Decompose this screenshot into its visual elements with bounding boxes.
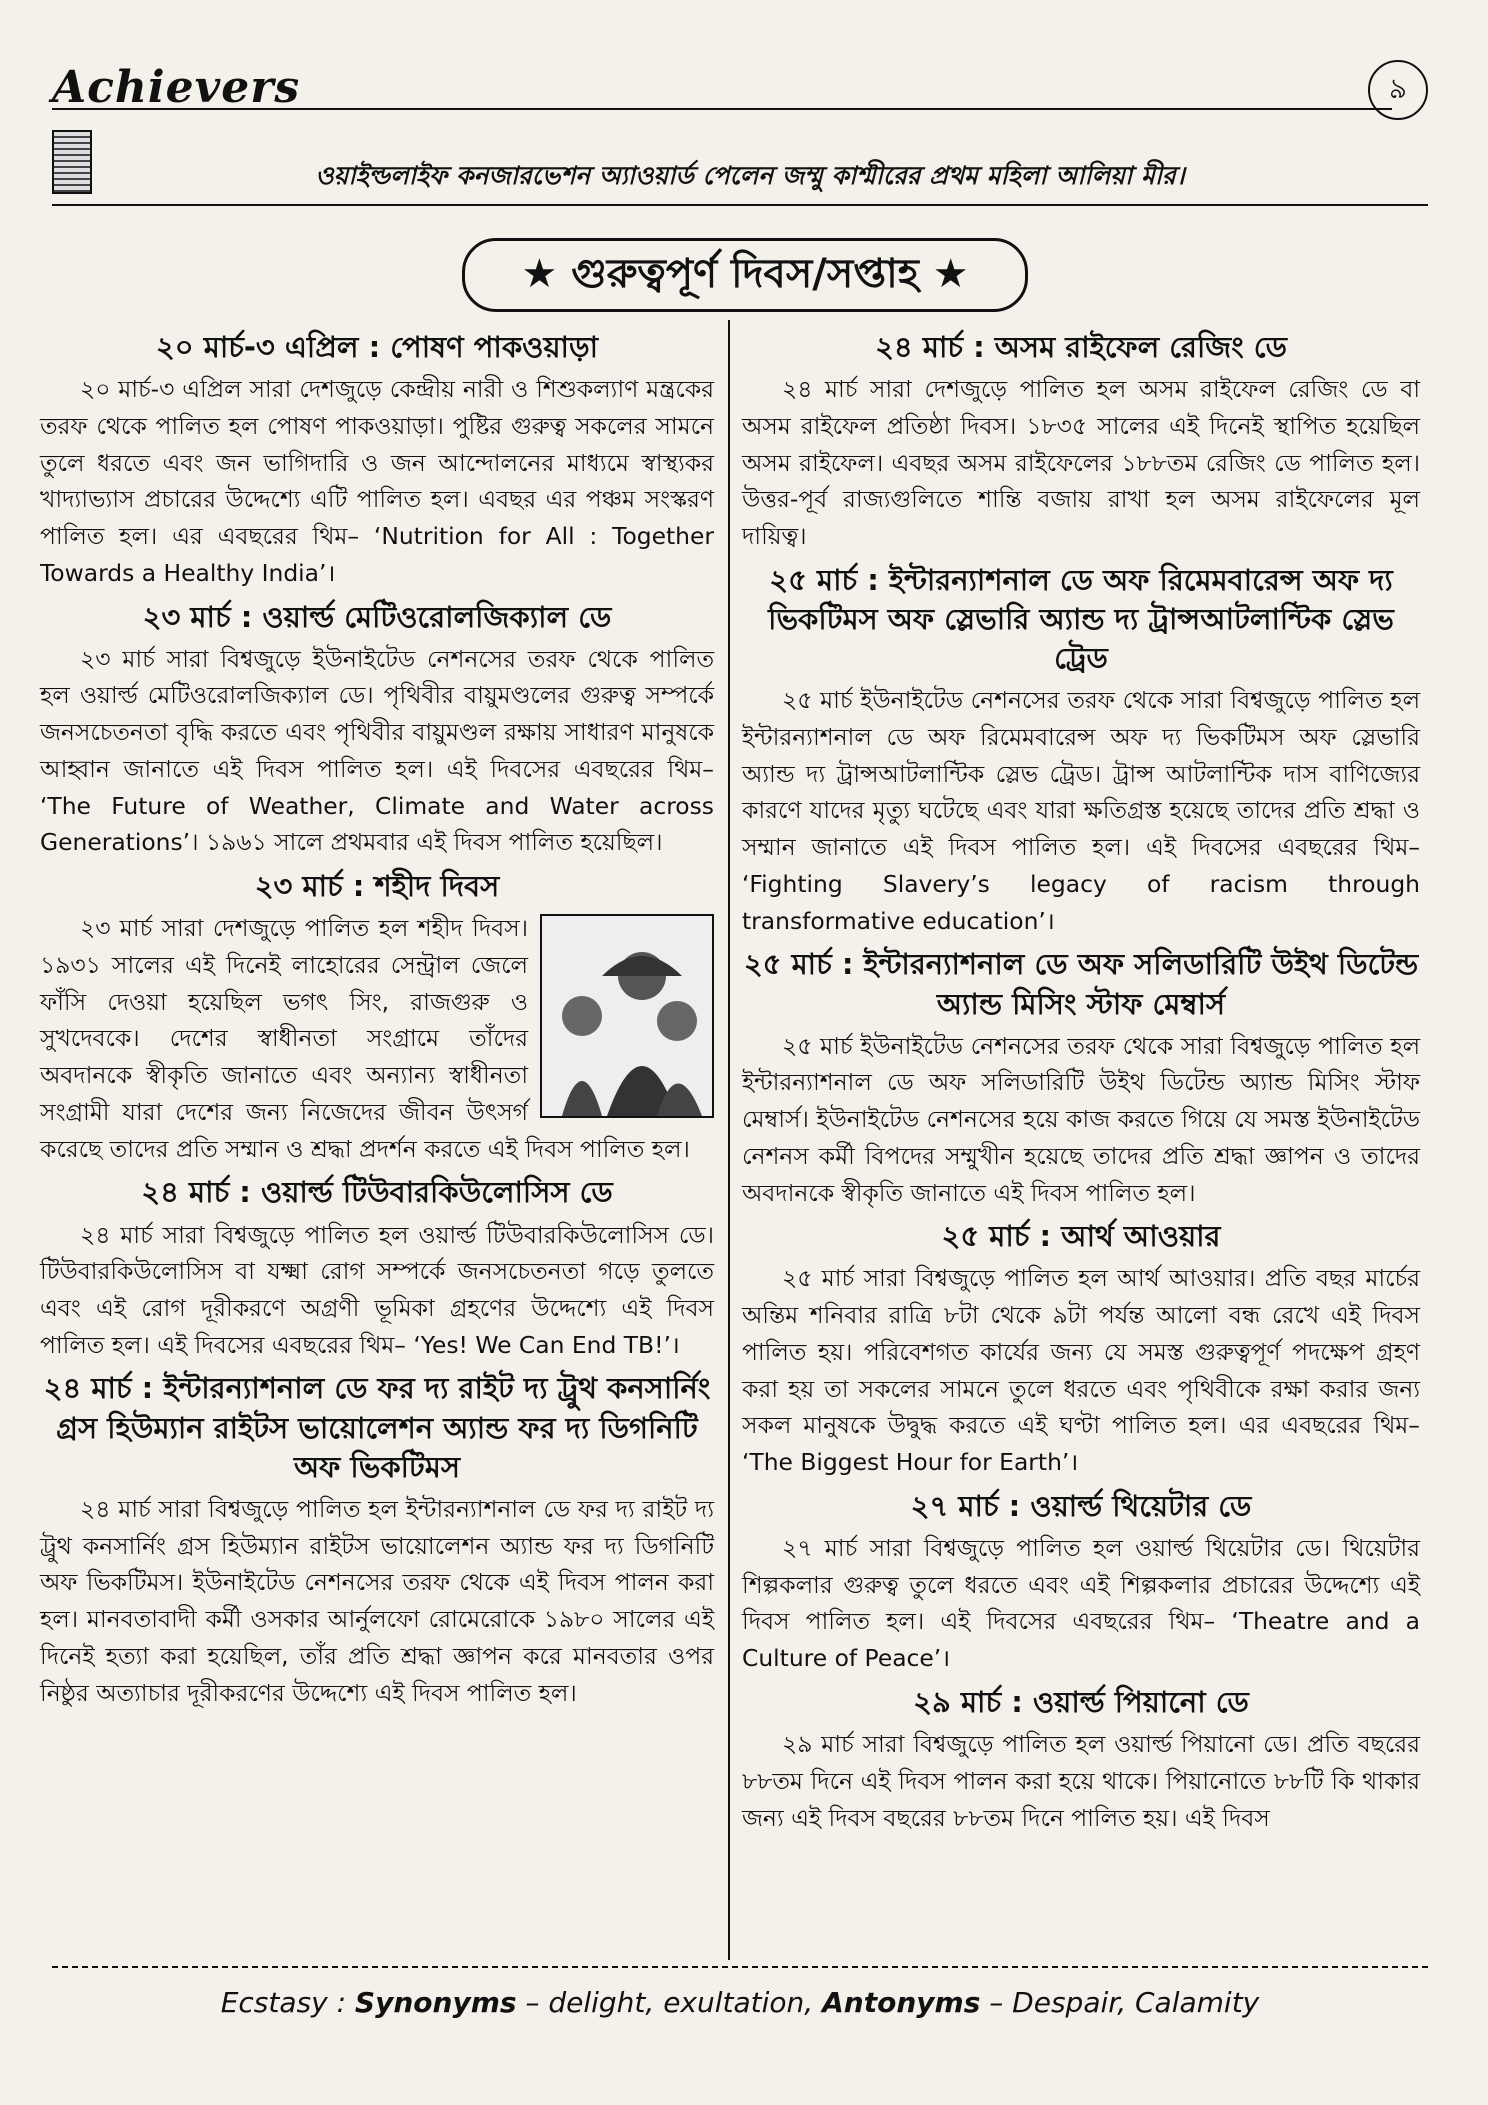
article-title: ২৫ মার্চ : ইন্টারন্যাশনাল ডে অফ রিমেমবারেন্স অফ দ্য ভিকটিমস অফ স্লেভারি অ্যান্ড দ্য ট্রান্সআটলান্টিক স্লেভ ট্রেড: [768, 562, 1394, 676]
article-body: ২৭ মার্চ সারা বিশ্বজুড়ে পালিত হল ওয়ার্ল্ড থিয়েটার ডে। থিয়েটার শিল্পকলার গুরুত্ব তুলে ধরতে এবং এই শিল্পকলার প্রচারের উদ্দেশ্যে এই দিবস পালিত হল। এই দিবসের এবছরের থিম– ‘Theatre and a Culture of Peace’।: [742, 1534, 1420, 1673]
article-body: ২৯ মার্চ সারা বিশ্বজুড়ে পালিত হল ওয়ার্ল্ড পিয়ানো ডে। প্রতি বছরের ৮৮তম দিনে এই দিবস পালন করা হয়ে থাকে। পিয়ানোতে ৮৮টি কি থাকার জন্য এই দিবস বছরের ৮৮তম দিনে পালিত হয়। এই দিবস: [742, 1730, 1420, 1832]
article-title: ২৩ মার্চ : ওয়ার্ল্ড মেটিওরোলজিক্যাল ডে: [142, 599, 612, 634]
section-title: ★ গুরুত্বপূর্ণ দিবস/সপ্তাহ ★: [462, 238, 1028, 312]
article: [742, 945, 1420, 1211]
column-divider: [728, 320, 730, 1960]
article-title: ২০ মার্চ-৩ এপ্রিল : পোষণ পাকওয়াড়া: [155, 330, 599, 364]
footer-word: Ecstasy: [220, 1986, 328, 2019]
vocabulary-footer: [52, 1986, 1428, 2019]
article: [40, 1369, 714, 1711]
article: [742, 328, 1420, 555]
article: [40, 1173, 714, 1363]
article-body: ২৩ মার্চ সারা দেশজুড়ে পালিত হল শহীদ দিবস। ১৯৩১ সালের এই দিনেই লাহোরের সেন্ট্রাল জেলে ফাঁসি দেওয়া হয়েছিল ভগৎ সিং, রাজগুরু ও সুখদেবকে। দেশের স্বাধীনতা সংগ্রামে তাঁদের অবদানকে স্বীকৃতি জানাতে এবং অন্যান্য স্বাধীনতা সংগ্রামী যারা দেশের জন্য নিজেদের জীবন উৎসর্গ করেছে তাদের প্রতি সম্মান ও শ্রদ্ধা প্রদর্শন করতে এই দিবস পালিত হল।: [40, 914, 690, 1163]
article: [742, 1487, 1420, 1677]
antonyms-text: – Despair, Calamity: [980, 1986, 1260, 2019]
article-body: ২৪ মার্চ সারা বিশ্বজুড়ে পালিত হল ইন্টারন্যাশনাল ডে ফর দ্য রাইট দ্য ট্রুথ কনসার্নিং গ্রস হিউম্যান রাইটস ভায়োলেশন অ্যান্ড ফর দ্য ডিগনিটি অফ ভিকটিমস। ইউনাইটেড নেশনসের তরফ থেকে এই দিবস পালন করা হল। মানবতাবাদী কর্মী ওসকার আর্নুলফো রোমেরোকে ১৯৮০ সালের এই দিনেই হত্যা করা হয়েছিল, তাঁর প্রতি শ্রদ্ধা জ্ঞাপন করে মানবতার ওপর নিষ্ঠুর অত্যাচার দূরীকরণের উদ্দেশ্যে এই দিবস পালিত হল।: [40, 1494, 714, 1707]
article-title: ২৪ মার্চ : অসম রাইফেল রেজিং ডে: [875, 330, 1287, 364]
article: [742, 1217, 1420, 1481]
article-body: ২৫ মার্চ সারা বিশ্বজুড়ে পালিত হল আর্থ আওয়ার। প্রতি বছর মার্চের অন্তিম শনিবার রাত্রি ৮টা থেকে ৯টা পর্যন্ত আলো বন্ধ রেখে এই দিবস পালিত হয়। পরিবেশগত কার্যের জন্য যে সমস্ত গুরুত্বপূর্ণ পদক্ষেপ গ্রহণ করা হয় তা সকলের সামনে তুলে ধরতে এবং পৃথিবীকে রক্ষা করার জন্য সকল মানুষকে উদ্বুদ্ধ করতে এই ঘণ্টা পালিত হল। এর এবছরের থিম– ‘The Biggest Hour for Earth’।: [742, 1264, 1420, 1477]
article: [742, 1683, 1420, 1836]
article-title: ২৫ মার্চ : ইন্টারন্যাশনাল ডে অফ সলিডারিটি উইথ ডিটেন্ড অ্যান্ড মিসিং স্টাফ মেম্বার্স: [743, 947, 1419, 1021]
footer-divider: [52, 1966, 1428, 1968]
article-body: ২০ মার্চ-৩ এপ্রিল সারা দেশজুড়ে কেন্দ্রীয় নারী ও শিশুকল্যাণ মন্ত্রকের তরফ থেকে পালিত হল পোষণ পাকওয়াড়া। পুষ্টির গুরুত্ব সকলের সামনে তুলে ধরতে এবং জন ভাগিদারি ও জন আন্দোলনের মাধ্যমে স্বাস্থ্যকর খাদ্যাভ্যাস প্রচারের উদ্দেশ্যে এটি পালিত হল। এবছর এর পঞ্চম সংস্করণ পালিত হল। এর এবছরের থিম– ‘Nutrition for All : Together Towards a Healthy India’।: [40, 375, 714, 587]
left-column: [40, 322, 714, 1717]
article-title: ২৩ মার্চ : শহীদ দিবস: [254, 869, 500, 904]
article: [40, 867, 714, 1167]
right-column: [742, 322, 1420, 1842]
article-body: ২৫ মার্চ ইউনাইটেড নেশনসের তরফ থেকে সারা বিশ্বজুড়ে পালিত হল ইন্টারন্যাশনাল ডে অফ সলিডারিটি উইথ ডিটেন্ড অ্যান্ড মিসিং স্টাফ মেম্বার্স। ইউনাইটেড নেশনসের হয়ে কাজ করতে গিয়ে যে সমস্ত ইউনাইটেড নেশনস কর্মী বিপদের সম্মুখীন হয়েছে তাদের প্রতি শ্রদ্ধা জ্ঞাপন ও তাদের অবদানকে স্বীকৃতি জানাতে এই দিবস পালিত হল।: [742, 1031, 1420, 1207]
synonyms-text: – delight, exultation,: [516, 1986, 823, 2019]
article-body: ২৪ মার্চ সারা দেশজুড়ে পালিত হল অসম রাইফেল রেজিং ডে বা অসম রাইফেল প্রতিষ্ঠা দিবস। ১৮৩৫ সালের এই দিনেই স্থাপিত হয়েছিল অসম রাইফেল। এবছর অসম রাইফেলের ১৮৮তম রেজিং ডে পালিত হল। উত্তর-পূর্ব রাজ্যগুলিতে শান্তি বজায় রাখা হল অসম রাইফেলের মূল দায়িত্ব।: [742, 375, 1420, 551]
news-divider: [52, 204, 1428, 206]
article-body: ২৫ মার্চ ইউনাইটেড নেশনসের তরফ থেকে সারা বিশ্বজুড়ে পালিত হল ইন্টারন্যাশনাল ডে অফ রিমেমবারেন্স অফ দ্য ভিকটিমস অফ স্লেভারি অ্যান্ড দ্য ট্রান্সআটলান্টিক স্লেভ ট্রেড। ট্রান্স আটলান্টিক দাস বাণিজ্যের কারণে যাদের মৃত্যু ঘটেছে এবং যারা ক্ষতিগ্রস্ত হয়েছে তাদের প্রতি শ্রদ্ধা ও সম্মান জানাতে এই দিবস পালিত হল। এই দিবসের এবছরের থিম– ‘Fighting Slavery’s legacy of racism through transformative education’।: [742, 686, 1420, 935]
article-body: ২৩ মার্চ সারা বিশ্বজুড়ে ইউনাইটেড নেশনসের তরফ থেকে পালিত হল ওয়ার্ল্ড মেটিওরোলজিক্যাল ডে। পৃথিবীর বায়ুমণ্ডলের গুরুত্ব সম্পর্কে জনসচেতনতা বৃদ্ধি করতে এবং পৃথিবীর বায়ুমণ্ডল রক্ষায় সাধারণ মানুষকে আহ্বান জানাতে এই দিবস পালিত হল। এই দিবসের এবছরের থিম– ‘The Future of Weather, Climate and Water across Generations’। ১৯৬১ সালে প্রথমবার এই দিবস পালিত হয়েছিল।: [40, 644, 714, 857]
footer-separator: :: [327, 1986, 355, 2019]
page-number: ৯: [1368, 60, 1428, 120]
article-title: ২৪ মার্চ : ওয়ার্ল্ড টিউবারকিউলোসিস ডে: [141, 1175, 613, 1210]
martyrs-portrait-drawing: [542, 916, 712, 1116]
article-title: ২৪ মার্চ : ইন্টারন্যাশনাল ডে ফর দ্য রাইট দ্য ট্রুথ কনসার্নিং গ্রস হিউম্যান রাইটস ভায়োলেশন অ্যান্ড ফর দ্য ডিগনিটি অফ ভিকটিমস: [43, 1371, 711, 1484]
header-divider: [52, 108, 1392, 110]
article: [40, 598, 714, 862]
antonyms-label: Antonyms: [822, 1986, 981, 2019]
news-headline: ওয়াইল্ডলাইফ কনজারভেশন অ্যাওয়ার্ড পেলেন জম্মু কাশ্মীরের প্রথম মহিলা আলিয়া মীর।: [315, 161, 1185, 190]
article-title: ২৭ মার্চ : ওয়ার্ল্ড থিয়েটার ডে: [910, 1488, 1252, 1523]
brand-title: Achievers: [52, 62, 301, 113]
article: [742, 561, 1420, 940]
article-title: ২৯ মার্চ : ওয়ার্ল্ড পিয়ানো ডে: [913, 1684, 1249, 1719]
article-body: ২৪ মার্চ সারা বিশ্বজুড়ে পালিত হল ওয়ার্ল্ড টিউবারকিউলোসিস ডে। টিউবারকিউলোসিস বা যক্ষ্মা রোগ সম্পর্কে জনসচেতনতা গড়ে তুলতে এবং এই রোগ দূরীকরণে অগ্রণী ভূমিকা গ্রহণের উদ্দেশ্যে এই দিবস পালিত হল। এই দিবসের এবছরের থিম– ‘Yes! We Can End TB!’।: [40, 1220, 714, 1359]
martyrs-portrait-image: [540, 914, 714, 1118]
article: [40, 328, 714, 592]
synonyms-label: Synonyms: [354, 1986, 517, 2019]
article-title: ২৫ মার্চ : আর্থ আওয়ার: [941, 1219, 1221, 1254]
newspaper-icon: [52, 130, 92, 194]
